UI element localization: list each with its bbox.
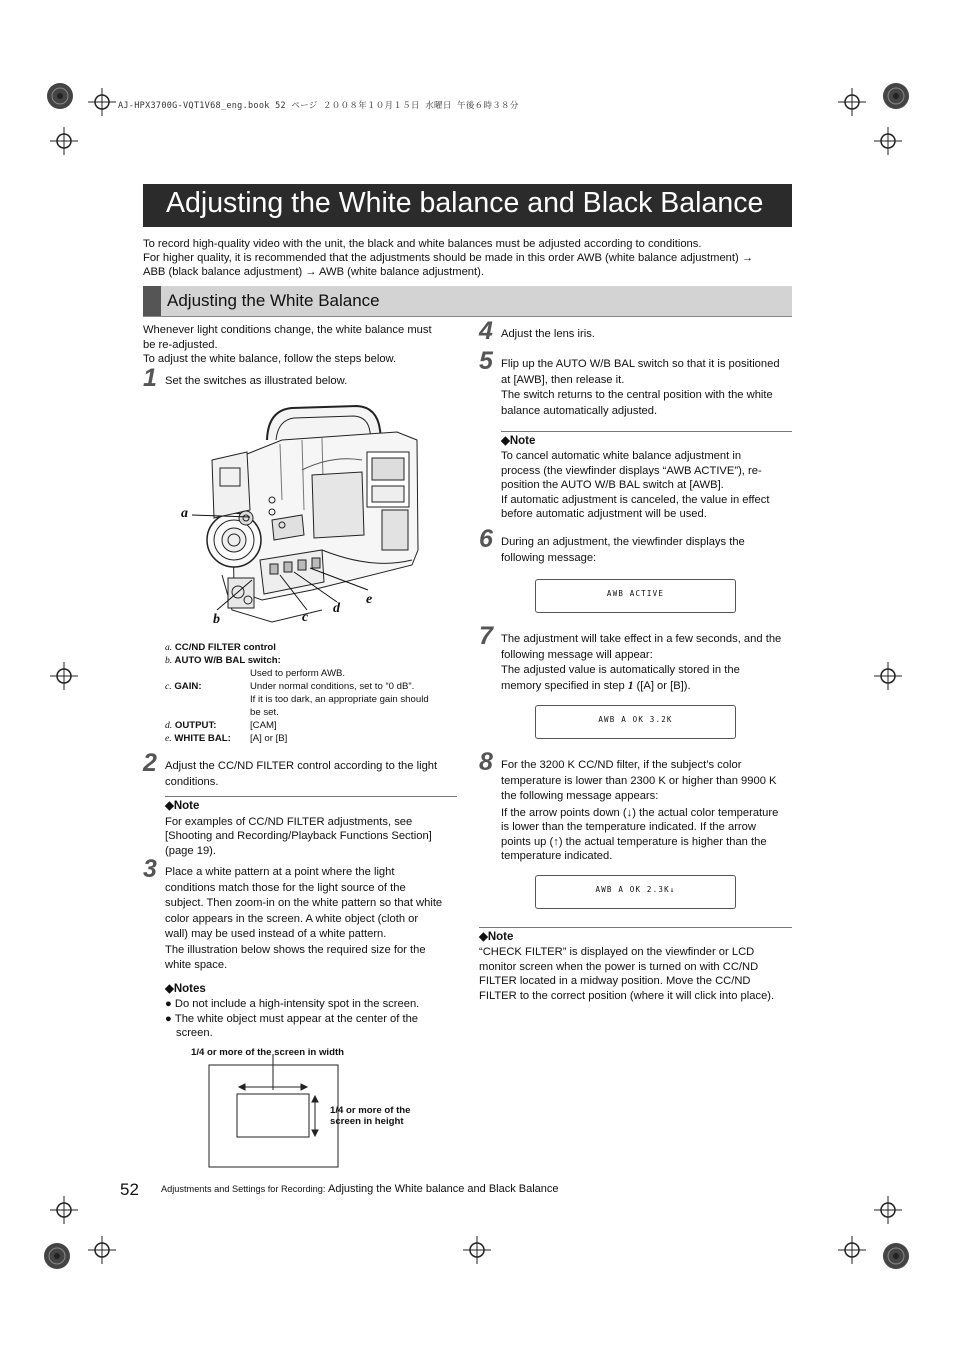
step-6-text	[501, 535, 796, 566]
step-line: temperature indicated.	[501, 850, 613, 862]
crosshair-icon	[838, 88, 866, 116]
intro-line: To record high-quality video with the unit, the black and white balances must be adjusted according to conditions.	[143, 238, 702, 250]
list-item	[165, 997, 460, 1012]
switch-legend	[165, 642, 460, 747]
legend-key: d.	[165, 720, 173, 731]
note-line: before automatic adjustment will be used.	[501, 508, 707, 521]
intro-text	[143, 237, 793, 279]
bullet-icon: ●	[165, 1012, 172, 1025]
step-3-text	[165, 865, 465, 974]
step-line-text: memory specified in step	[501, 679, 628, 692]
step-number: 8	[479, 748, 493, 776]
note-line: monitor screen when the power is turned on with CC/ND	[479, 960, 759, 973]
intro-line: For higher quality, it is recommended that the adjustments should be made in this order AWB (white balance adjustment) →	[143, 252, 754, 264]
list-item-text: The white object must appear at the center of the	[174, 1012, 419, 1025]
step-line: following message:	[501, 551, 597, 564]
step-number: 7	[479, 622, 493, 650]
step-number: 2	[143, 749, 157, 777]
lead-line: Whenever light conditions change, the white balance must	[143, 324, 432, 336]
lead-text	[143, 323, 458, 367]
note-line: FILTER to the correct position (where it will click into place).	[479, 989, 775, 1002]
footer-section: Adjustments and Settings for Recording:	[161, 1184, 328, 1194]
step-line: The switch returns to the central position with the white	[501, 389, 773, 401]
list-item-text: screen.	[176, 1027, 213, 1039]
viewfinder-message: AWB ACTIVE	[606, 589, 665, 598]
viewfinder-message-box	[535, 705, 736, 739]
page-title-bar	[143, 184, 792, 227]
note-heading: ◆Note	[479, 931, 514, 943]
lead-line: be re-adjusted.	[143, 338, 218, 351]
camera-illustration	[172, 400, 432, 632]
step-line: points up (↑) the actual temperature is higher than the	[501, 835, 767, 848]
step-7-text	[501, 632, 796, 694]
callout-label-e: e	[366, 592, 373, 607]
note-heading: ◆Note	[501, 435, 536, 447]
note-line: [Shooting and Recording/Playback Functions Section]	[165, 830, 432, 843]
legend-key: b.	[165, 655, 173, 666]
legend-desc: Used to perform AWB.	[250, 668, 346, 679]
note-text	[479, 945, 794, 1003]
step-1-text: Set the switches as illustrated below.	[165, 375, 348, 387]
step-line: white space.	[165, 959, 228, 971]
step-line: conditions match those for the light source of the	[165, 881, 406, 894]
crosshair-icon	[88, 1236, 116, 1264]
footer-title: Adjusting the White balance and Black Balance	[328, 1183, 559, 1195]
note-line: For examples of CC/ND FILTER adjustments, see	[165, 816, 413, 828]
step-line: Place a white pattern at a point where the light	[165, 866, 395, 878]
legend-key: e.	[165, 733, 172, 744]
crosshair-icon	[874, 1196, 902, 1224]
step-line: For the 3200 K CC/ND filter, if the subject’s color	[501, 759, 742, 771]
step-8-text	[501, 758, 801, 864]
note-line: To cancel automatic white balance adjustment in	[501, 450, 742, 462]
section-heading-bar	[143, 286, 792, 317]
legend-desc: be set.	[250, 707, 279, 718]
size-diagram-width-label: 1/4 or more of the screen in width	[191, 1047, 344, 1058]
step-line: the following message appears:	[501, 790, 659, 802]
step-reference: 1	[627, 679, 634, 692]
bullet-icon: ●	[165, 998, 172, 1010]
legend-desc: [A] or [B]	[250, 733, 288, 744]
note-divider	[479, 927, 792, 928]
crosshair-icon	[50, 662, 78, 690]
viewfinder-message: AWB A OK 3.2K	[598, 715, 673, 724]
step-line: The illustration below shows the required size for the	[165, 943, 426, 956]
list-item	[165, 1012, 460, 1027]
callout-label-a: a	[181, 506, 188, 521]
legend-desc: If it is too dark, an appropriate gain should	[250, 694, 429, 705]
callout-label-c: c	[302, 610, 309, 625]
section-title: Adjusting the White Balance	[167, 291, 380, 310]
step-2-text	[165, 759, 460, 790]
step-line	[501, 679, 796, 695]
step-number: 1	[143, 364, 157, 392]
step-line: Adjust the CC/ND FILTER control according to the light	[165, 760, 438, 772]
page-title: Adjusting the White balance and Black Balance	[166, 187, 764, 219]
viewfinder-message-box	[535, 875, 736, 909]
step-line: wall) may be used instead of a white pattern.	[165, 928, 387, 940]
legend-label: WHITE BAL:	[174, 733, 231, 744]
height-label-line: 1/4 or more of the	[330, 1105, 411, 1116]
legend-label: CC/ND FILTER control	[174, 642, 276, 653]
crosshair-icon	[88, 88, 116, 116]
note-text	[501, 449, 796, 522]
crosshair-icon	[874, 127, 902, 155]
height-label-line: screen in height	[330, 1116, 404, 1127]
registration-mark-icon	[876, 1236, 916, 1276]
crosshair-icon	[463, 1236, 491, 1264]
step-line: balance automatically adjusted.	[501, 404, 658, 417]
step-5-text	[501, 357, 796, 419]
legend-key: c.	[165, 681, 172, 692]
step-number: 3	[143, 855, 157, 883]
list-item-text: Do not include a high-intensity spot in the screen.	[174, 998, 420, 1010]
legend-desc: [CAM]	[250, 720, 277, 731]
callout-label-d: d	[333, 601, 340, 616]
note-text	[165, 815, 460, 858]
note-line: “CHECK FILTER” is displayed on the viewfinder or LCD	[479, 946, 755, 958]
legend-label: AUTO W/B BAL switch:	[174, 655, 281, 666]
section-marker	[143, 286, 161, 316]
step-line: During an adjustment, the viewfinder displays the	[501, 536, 745, 548]
crosshair-icon	[50, 127, 78, 155]
note-line: (page 19).	[165, 844, 216, 857]
step-line: color appears in the screen. A white object (cloth or	[165, 912, 419, 925]
callout-label-b: b	[213, 612, 220, 627]
size-diagram-height-label	[330, 1105, 411, 1127]
step-number: 4	[479, 317, 493, 345]
step-line: If the arrow points down (↓) the actual color temperature	[501, 806, 779, 819]
note-divider	[501, 431, 792, 432]
legend-desc: Under normal conditions, set to “0 dB”.	[250, 681, 415, 692]
step-line: is lower than the temperature indicated. If the arrow	[501, 821, 756, 833]
notes-list	[165, 997, 460, 1041]
registration-mark-icon	[876, 76, 916, 116]
step-line: temperature is lower than 2300 K or higher than 9900 K	[501, 774, 777, 787]
step-4-text: Adjust the lens iris.	[501, 328, 595, 340]
viewfinder-message-box	[535, 579, 736, 613]
intro-line: ABB (black balance adjustment) → AWB (white balance adjustment).	[143, 266, 484, 278]
legend-key: a.	[165, 642, 173, 653]
print-file-header: AJ-HPX3700G-VQT1V68_eng.book 52 ページ ２００８年１０月１５日 水曜日 午後６時３８分	[118, 101, 519, 111]
crosshair-icon	[50, 1196, 78, 1224]
step-line: subject. Then zoom-in on the white pattern so that white	[165, 897, 443, 909]
step-line: Flip up the AUTO W/B BAL switch so that it is positioned	[501, 358, 780, 370]
legend-label: OUTPUT:	[174, 720, 217, 731]
registration-mark-icon	[40, 76, 80, 116]
registration-mark-icon	[37, 1236, 77, 1276]
step-number: 6	[479, 525, 493, 553]
note-divider	[165, 796, 457, 797]
note-line: FILTER located in a midway position. Move the CC/ND	[479, 975, 751, 988]
lead-line: To adjust the white balance, follow the steps below.	[143, 353, 397, 365]
step-line: The adjustment will take effect in a few seconds, and the	[501, 633, 782, 645]
note-heading: ◆Note	[165, 800, 200, 812]
crosshair-icon	[838, 1236, 866, 1264]
step-number: 5	[479, 347, 493, 375]
crosshair-icon	[874, 662, 902, 690]
step-line: conditions.	[165, 775, 219, 788]
notes-heading: ◆Notes	[165, 983, 206, 995]
note-line: position the AUTO W/B BAL switch at [AWB].	[501, 479, 724, 492]
legend-label: GAIN:	[174, 681, 202, 692]
footer-breadcrumb	[161, 1183, 559, 1195]
screen-size-diagram	[208, 1054, 448, 1169]
note-line: process (the viewfinder displays “AWB ACTIVE”), re-	[501, 464, 762, 477]
step-line: following message will appear:	[501, 648, 653, 661]
note-line: If automatic adjustment is canceled, the value in effect	[501, 493, 770, 506]
step-line: at [AWB], then release it.	[501, 373, 625, 386]
step-line-text: ([A] or [B]).	[633, 679, 691, 692]
viewfinder-message: AWB A OK 2.3K↓	[595, 885, 676, 894]
step-line: The adjusted value is automatically stored in the	[501, 664, 740, 676]
page-number: 52	[120, 1180, 139, 1199]
